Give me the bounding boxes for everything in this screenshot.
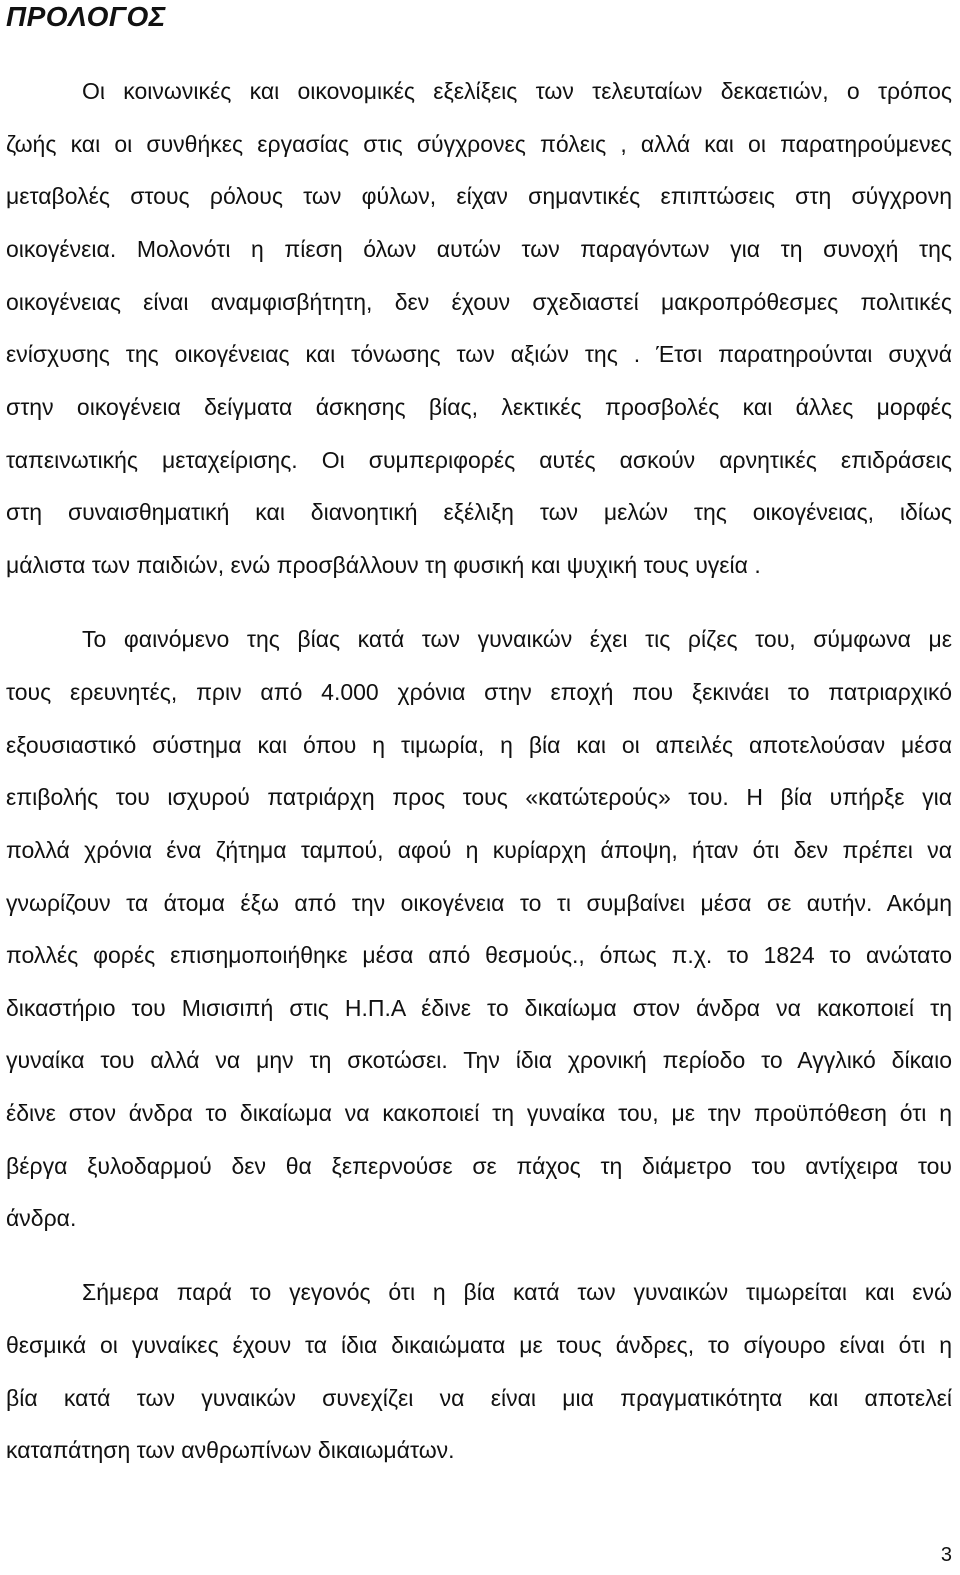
paragraph-line: γνωρίζουν τα άτομα έξω από την οικογένεια το τι συμβαίνει μέσα σε αυτήν. Ακόμη bbox=[6, 890, 952, 916]
paragraph-line: ζωής και οι συνθήκες εργασίας στις σύγχρονες πόλεις , αλλά και οι παρατηρούμενες bbox=[6, 131, 952, 157]
paragraph-line: Οι κοινωνικές και οικονομικές εξελίξεις των τελευταίων δεκαετιών, ο τρόπος bbox=[82, 78, 952, 104]
paragraph-line: δικαστήριο του Μισισιπή στις Η.Π.Α έδινε το δικαίωμα στον άνδρα να κακοποιεί τη bbox=[6, 995, 952, 1021]
paragraph-line: πολλά χρόνια ένα ζήτημα ταμπού, αφού η κυρίαρχη άποψη, ήταν ότι δεν πρέπει να bbox=[6, 837, 952, 863]
paragraph-line: πολλές φορές επισημοποιήθηκε μέσα από θεσμούς., όπως π.χ. το 1824 το ανώτατο bbox=[6, 942, 952, 968]
paragraph-line: επιβολής του ισχυρού πατριάρχη προς τους «κατώτερούς» του. Η βία υπήρξε για bbox=[6, 784, 952, 810]
page-title: ΠΡΟΛΟΓΟΣ bbox=[6, 1, 166, 32]
paragraph-line: μεταβολές στους ρόλους των φύλων, είχαν σημαντικές επιπτώσεις στη σύγχρονη bbox=[6, 183, 952, 209]
paragraph-line: Το φαινόμενο της βίας κατά των γυναικών έχει τις ρίζες του, σύμφωνα με bbox=[82, 626, 952, 652]
paragraph-line: ενίσχυσης της οικογένειας και τόνωσης των αξιών της . Έτσι παρατηρούνται συχνά bbox=[6, 341, 952, 367]
paragraph-line: εξουσιαστικό σύστημα και όπου η τιμωρία, η βία και οι απειλές αποτελούσαν μέσα bbox=[6, 732, 952, 758]
paragraph-line: τους ερευνητές, πριν από 4.000 χρόνια στην εποχή που ξεκινάει το πατριαρχικό bbox=[6, 679, 952, 705]
paragraph-line: καταπάτηση των ανθρωπίνων δικαιωμάτων. bbox=[6, 1437, 455, 1463]
paragraph-line: οικογένειας είναι αναμφισβήτητη, δεν έχουν σχεδιαστεί μακροπρόθεσμες πολιτικές bbox=[6, 289, 952, 315]
paragraph-line: γυναίκα του αλλά να μην τη σκοτώσει. Την ίδια χρονική περίοδο το Αγγλικό δίκαιο bbox=[6, 1047, 952, 1073]
page-number: 3 bbox=[940, 1544, 952, 1566]
paragraph-line: θεσμικά οι γυναίκες έχουν τα ίδια δικαιώματα με τους άνδρες, το σίγουρο είναι ότι η bbox=[6, 1332, 952, 1358]
paragraph-line: βέργα ξυλοδαρμού δεν θα ξεπερνούσε σε πάχος τη διάμετρο του αντίχειρα του bbox=[6, 1153, 952, 1179]
paragraph-line: στην οικογένεια δείγματα άσκησης βίας, λεκτικές προσβολές και άλλες μορφές bbox=[6, 394, 952, 420]
paragraph-line: βία κατά των γυναικών συνεχίζει να είναι μια πραγματικότητα και αποτελεί bbox=[6, 1385, 952, 1411]
paragraph-line: Σήμερα παρά το γεγονός ότι η βία κατά των γυναικών τιμωρείται και ενώ bbox=[82, 1279, 952, 1305]
paragraph-line: μάλιστα των παιδιών, ενώ προσβάλλουν τη φυσική και ψυχική τους υγεία . bbox=[6, 552, 761, 578]
paragraph-line: ταπεινωτικής μεταχείρισης. Οι συμπεριφορές αυτές ασκούν αρνητικές επιδράσεις bbox=[6, 447, 952, 473]
paragraph-line: οικογένεια. Μολονότι η πίεση όλων αυτών των παραγόντων για τη συνοχή της bbox=[6, 236, 952, 262]
paragraph-line: στη συναισθηματική και διανοητική εξέλιξη των μελών της οικογένειας, ιδίως bbox=[6, 499, 952, 525]
paragraph-line: άνδρα. bbox=[6, 1205, 77, 1231]
paragraph-line: έδινε στον άνδρα το δικαίωμα να κακοποιεί τη γυναίκα του, με την προϋπόθεση ότι η bbox=[6, 1100, 952, 1126]
